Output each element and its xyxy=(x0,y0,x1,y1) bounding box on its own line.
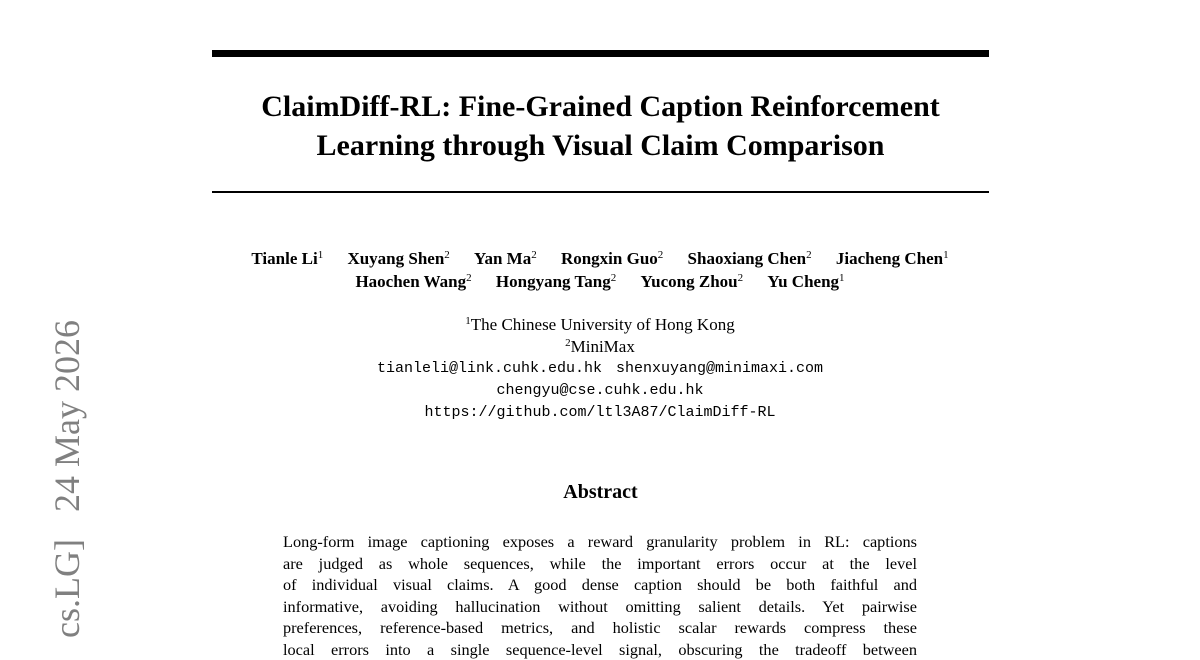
abstract-line: informative, avoiding hallucination without omitting salient details. Yet pairwise xyxy=(283,596,917,618)
abstract-heading: Abstract xyxy=(212,480,989,504)
author: Yan Ma$^2$ xyxy=(474,247,537,270)
email-line-2 xyxy=(200,380,1000,402)
paper-title-line-2: Learning through Visual Claim Comparison xyxy=(212,126,989,165)
author: Xuyang Shen$^2$ xyxy=(347,247,449,270)
author: Hongyang Tang$^2$ xyxy=(496,270,616,293)
email-link[interactable]: shenxuyang@minimaxi.com xyxy=(616,360,823,377)
author-line-2 xyxy=(150,270,1050,293)
abstract-line: preferences, reference-based metrics, and holistic scalar rewards compress these xyxy=(283,617,917,639)
author: Yucong Zhou$^2$ xyxy=(640,270,743,293)
email-line-1 xyxy=(200,358,1000,380)
email-link[interactable]: chengyu@cse.cuhk.edu.hk xyxy=(496,382,703,399)
abstract-body xyxy=(283,531,917,660)
author: Rongxin Guo$^2$ xyxy=(561,247,663,270)
author-line-1 xyxy=(150,247,1050,270)
abstract-line: Long-form image captioning exposes a reward granularity problem in RL: captions xyxy=(283,531,917,553)
arxiv-stamp: cs.LG] 24 May 2026 xyxy=(49,320,85,638)
abstract-line: of individual visual claims. A good dense caption should be both faithful and xyxy=(283,574,917,596)
author-list xyxy=(150,247,1050,293)
email-link[interactable]: tianleli@link.cuhk.edu.hk xyxy=(377,360,602,377)
title-bottom-rule xyxy=(212,191,989,193)
title-top-rule xyxy=(212,50,989,57)
paper-title xyxy=(212,87,989,165)
author: Shaoxiang Chen$^2$ xyxy=(688,247,812,270)
author: Yu Cheng$^1$ xyxy=(767,270,844,293)
abstract-line: are judged as whole sequences, while the important errors occur at the level xyxy=(283,553,917,575)
author: Tianle Li$^1$ xyxy=(251,247,323,270)
author: Haochen Wang$^2$ xyxy=(355,270,471,293)
paper-title-line-1: ClaimDiff-RL: Fine-Grained Caption Reinforcement xyxy=(212,87,989,126)
repo-link[interactable]: https://github.com/ltl3A87/ClaimDiff-RL xyxy=(200,402,1000,424)
affiliation: $^2$MiniMax xyxy=(200,336,1000,358)
abstract-line: local errors into a single sequence-level signal, obscuring the tradeoff between xyxy=(283,639,917,660)
affiliation: $^1$The Chinese University of Hong Kong xyxy=(200,314,1000,336)
author: Jiacheng Chen$^1$ xyxy=(836,247,949,270)
affiliations-block xyxy=(200,314,1000,424)
